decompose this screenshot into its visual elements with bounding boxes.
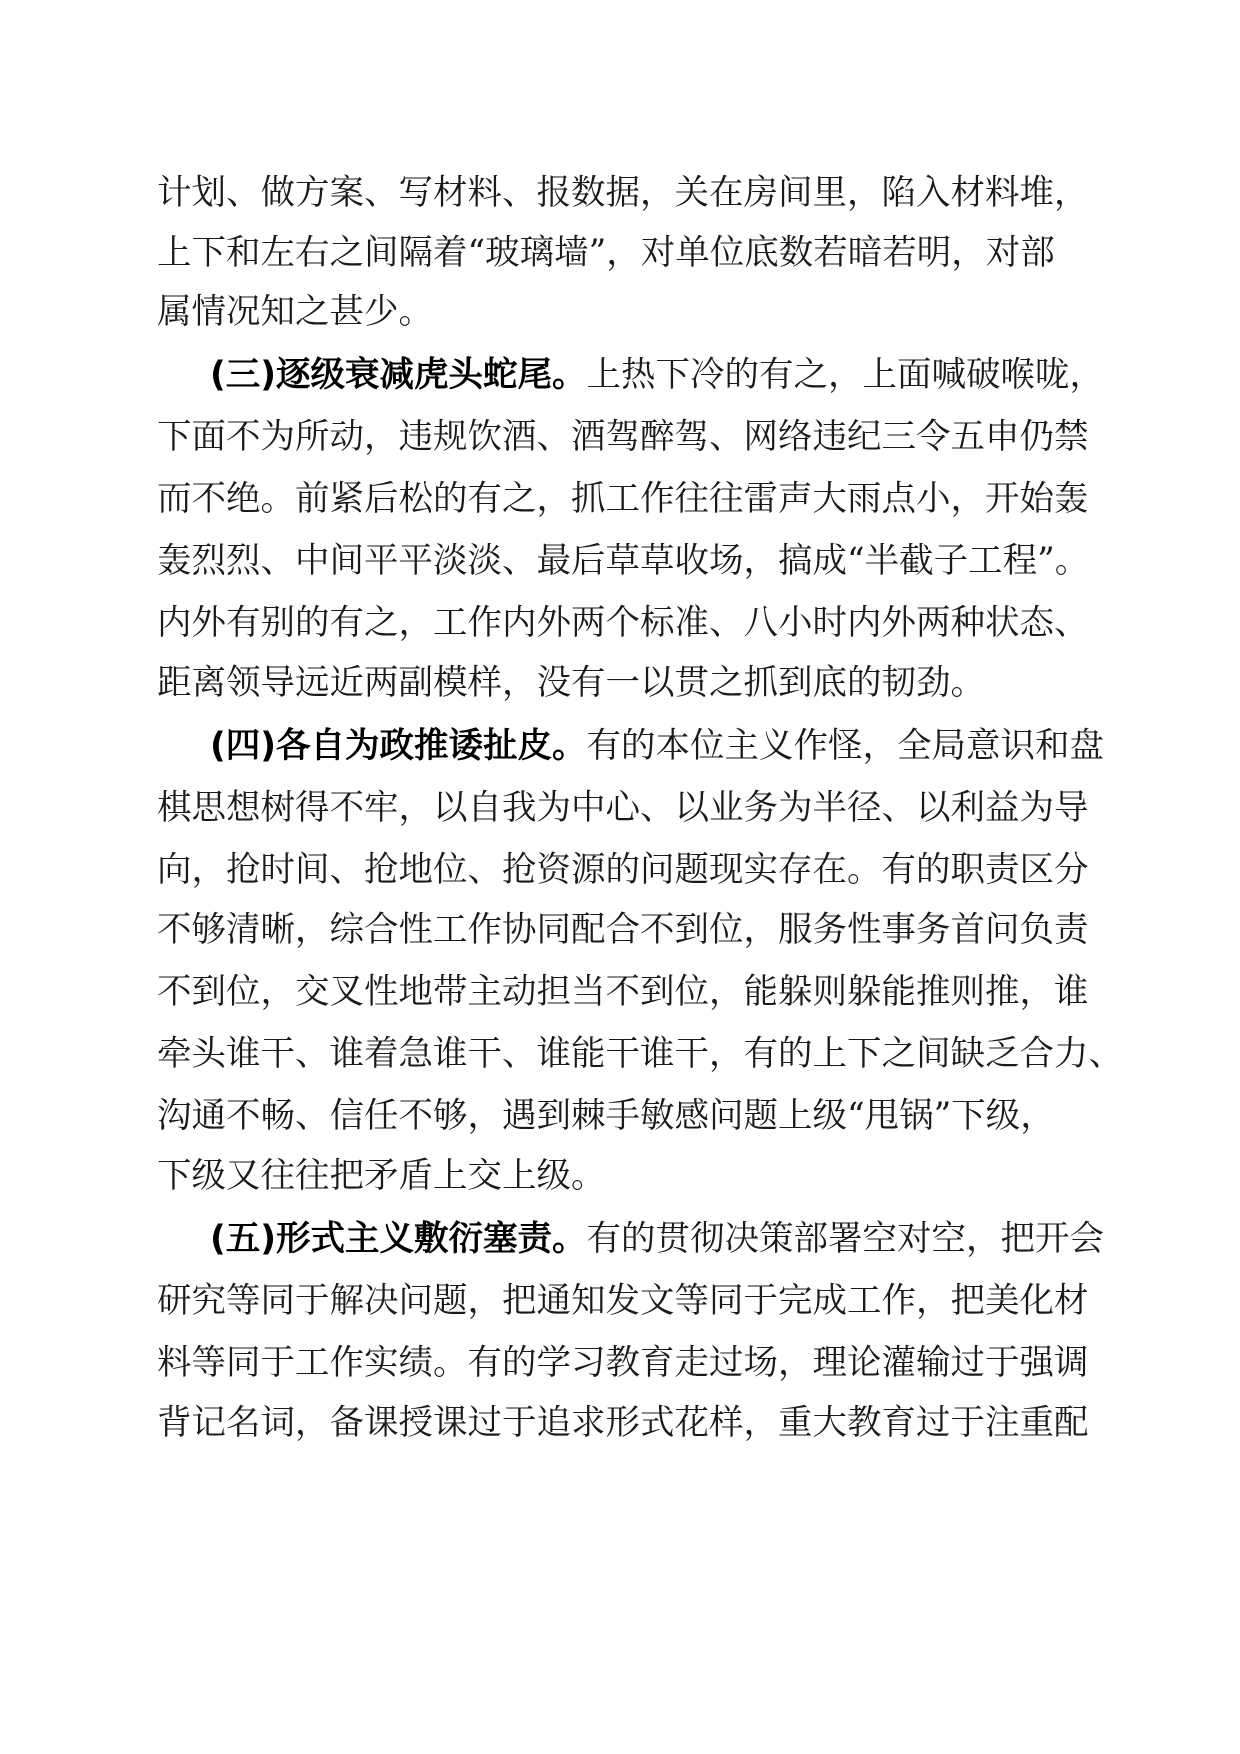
body-text-line: 不到位，交叉性地带主动担当不到位，能躲则躲能推则推，谁 bbox=[157, 972, 1089, 1012]
section-4-first-line-text: 有的本位主义作怪，全局意识和盘 bbox=[586, 726, 1105, 766]
section-5-first-line bbox=[210, 1214, 1110, 1264]
body-text-line: 下面不为所动，违规饮酒、酒驾醉驾、网络违纪三令五申仍禁 bbox=[157, 417, 1089, 457]
body-text-line: 轰烈烈、中间平平淡淡、最后草草收场，搞成“半截子工程”。 bbox=[157, 541, 1090, 581]
body-text-line: 下级又往往把矛盾上交上级。 bbox=[157, 1156, 606, 1196]
body-text-line: 而不绝。前紧后松的有之，抓工作往往雷声大雨点小，开始轰 bbox=[157, 479, 1089, 519]
body-text-line: 内外有别的有之，工作内外两个标准、八小时内外两种状态、 bbox=[157, 603, 1089, 643]
section-3-first-line-text: 上热下冷的有之，上面喊破喉咙， bbox=[586, 355, 1105, 395]
section-3-heading: (三)逐级衰减虎头蛇尾。 bbox=[210, 355, 587, 395]
body-text-line: 不够清晰，综合性工作协同配合不到位，服务性事务首问负责 bbox=[157, 910, 1089, 950]
body-text-line: 牵头谁干、谁着急谁干、谁能干谁干，有的上下之间缺乏合力、 bbox=[157, 1034, 1123, 1074]
body-text-line: 料等同于工作实绩。有的学习教育走过场，理论灌输过于强调 bbox=[157, 1343, 1089, 1383]
section-5-heading: (五)形式主义敷衍塞责。 bbox=[210, 1219, 587, 1259]
body-text-line: 上下和左右之间隔着“玻璃墙”，对单位底数若暗若明，对部 bbox=[157, 233, 1055, 273]
body-text-line: 计划、做方案、写材料、报数据，关在房间里，陷入材料堆， bbox=[157, 173, 1089, 213]
section-3-first-line bbox=[210, 350, 1110, 400]
body-text-line: 棋思想树得不牢，以自我为中心、以业务为半径、以利益为导 bbox=[157, 788, 1089, 828]
body-text-line: 背记名词，备课授课过于追求形式花样，重大教育过于注重配 bbox=[157, 1403, 1089, 1443]
section-5-first-line-text: 有的贯彻决策部署空对空，把开会 bbox=[586, 1219, 1105, 1259]
body-text-line: 属情况知之甚少。 bbox=[157, 292, 433, 332]
body-text-line: 距离领导远近两副模样，没有一以贯之抓到底的韧劲。 bbox=[157, 663, 985, 703]
body-text-line: 向，抢时间、抢地位、抢资源的问题现实存在。有的职责区分 bbox=[157, 850, 1089, 890]
section-4-heading: (四)各自为政推诿扯皮。 bbox=[210, 726, 587, 766]
section-4-first-line bbox=[210, 721, 1110, 771]
body-text-line: 沟通不畅、信任不够，遇到棘手敏感问题上级“甩锅”下级， bbox=[157, 1096, 1055, 1136]
body-text-line: 研究等同于解决问题，把通知发文等同于完成工作，把美化材 bbox=[157, 1281, 1089, 1321]
